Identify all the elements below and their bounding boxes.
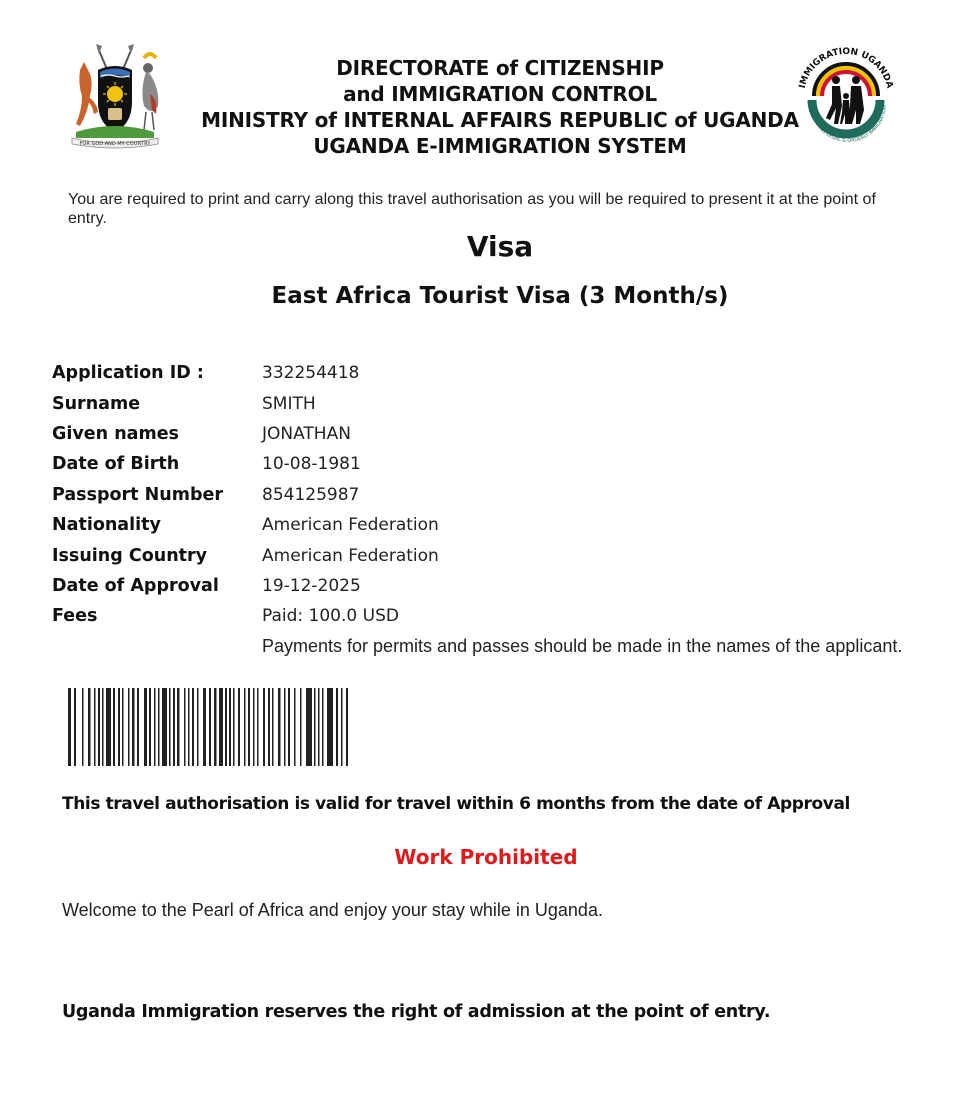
detail-row-nationality — [52, 510, 902, 540]
detail-row-date-of-birth — [52, 449, 902, 479]
detail-value: 854125987 — [262, 484, 360, 505]
detail-value: 332254418 — [262, 363, 360, 384]
header-line-system: UGANDA E-IMMIGRATION SYSTEM — [313, 134, 687, 158]
detail-row-fees — [52, 601, 902, 631]
header-line-directorate: DIRECTORATE of CITIZENSHIP — [336, 56, 664, 80]
detail-label: Given names — [52, 423, 179, 444]
uganda-coat-of-arms-icon — [58, 40, 170, 152]
detail-row-application-id — [52, 358, 902, 388]
detail-label: Nationality — [52, 515, 161, 536]
visa-type-subtitle: East Africa Tourist Visa (3 Month/s) — [271, 283, 729, 309]
svg-text:FACILITATING LEGAL & ORDERLY I: FACILITATING LEGAL & ORDERLY IMMIGRATION — [808, 104, 889, 145]
document-title: Visa — [466, 230, 534, 263]
detail-value: Paid: 100.0 USD — [262, 606, 399, 627]
detail-label: Passport Number — [52, 484, 224, 505]
detail-label: Application ID : — [52, 363, 204, 384]
svg-text:FOR GOD AND MY COUNTRY: FOR GOD AND MY COUNTRY — [79, 141, 151, 147]
immigration-uganda-emblem-icon — [790, 40, 902, 152]
validity-statement: This travel authorisation is valid for travel within 6 months from the date of Approval — [62, 794, 850, 814]
header-line-immigration-control: and IMMIGRATION CONTROL — [343, 82, 657, 106]
detail-value: SMITH — [262, 393, 316, 414]
detail-label: Date of Approval — [52, 575, 219, 596]
header-line-ministry: MINISTRY of INTERNAL AFFAIRS REPUBLIC of UGANDA — [201, 108, 799, 132]
detail-row-issuing-country — [52, 540, 902, 570]
svg-text:IMMIGRATION UGANDA: IMMIGRATION UGANDA — [797, 46, 895, 90]
detail-row-surname — [52, 388, 902, 418]
applicant-details-table — [52, 358, 902, 662]
print-carry-notice: You are required to print and carry along this travel authorisation as you will be required to present it at the point of entry. — [68, 191, 876, 227]
detail-row-passport-number — [52, 480, 902, 510]
detail-value: JONATHAN — [262, 423, 351, 444]
detail-value: American Federation — [262, 515, 439, 536]
work-prohibited-notice: Work Prohibited — [394, 845, 578, 869]
detail-row-payment-note — [52, 632, 902, 662]
detail-value: 10-08-1981 — [262, 454, 361, 475]
header-title-block — [190, 55, 810, 159]
detail-value: American Federation — [262, 545, 439, 566]
detail-label: Fees — [52, 606, 98, 627]
detail-label: Issuing Country — [52, 545, 208, 566]
barcode-icon — [66, 688, 350, 766]
payment-note: Payments for permits and passes should be made in the names of the applicant. — [262, 636, 903, 657]
detail-row-given-names — [52, 419, 902, 449]
welcome-message: Welcome to the Pearl of Africa and enjoy your stay while in Uganda. — [62, 900, 603, 920]
detail-label: Date of Birth — [52, 454, 180, 475]
detail-value: 19-12-2025 — [262, 575, 361, 596]
detail-label: Surname — [52, 393, 141, 414]
detail-row-date-of-approval — [52, 571, 902, 601]
admission-reservation-statement: Uganda Immigration reserves the right of admission at the point of entry. — [62, 1002, 771, 1022]
